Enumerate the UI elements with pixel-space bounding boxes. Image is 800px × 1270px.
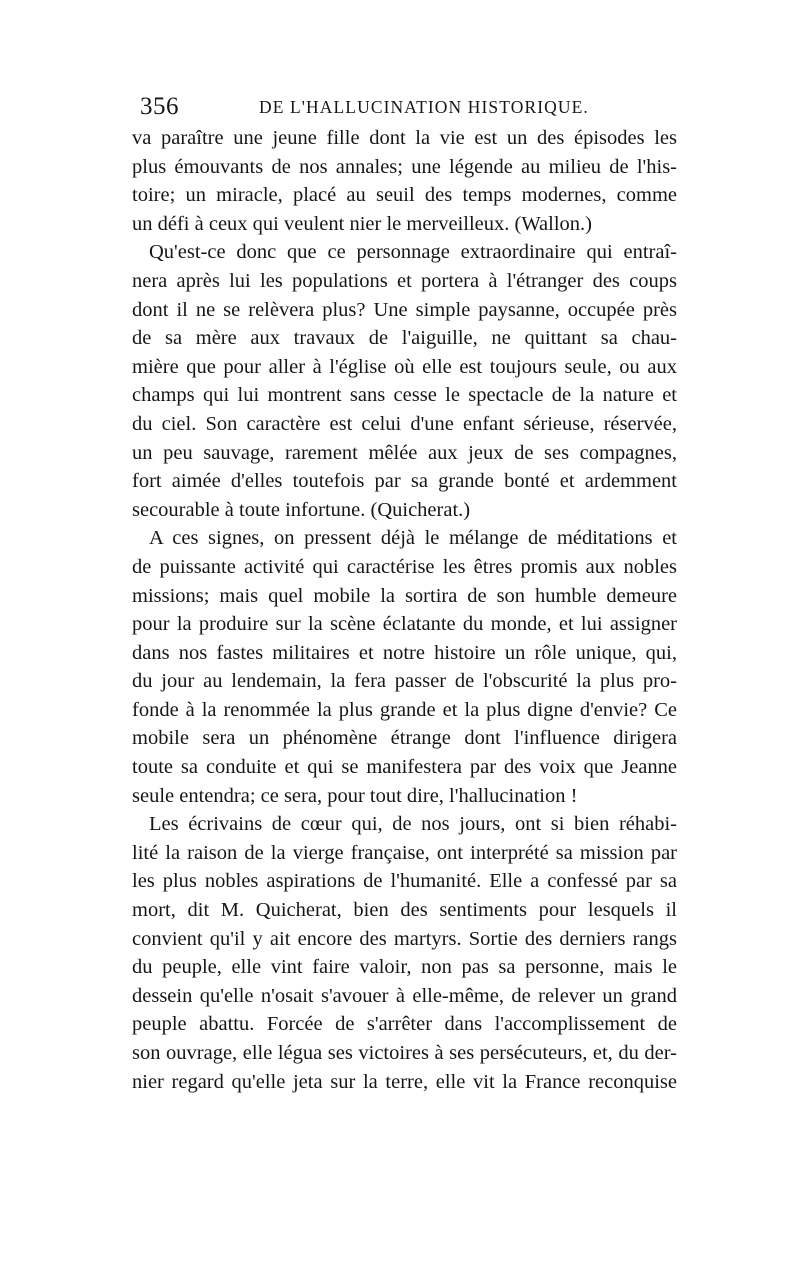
text-line: toire; un miracle, placé au seuil des temps modernes, comme (132, 184, 677, 207)
text-line: un défi à ceux qui veulent nier le merveilleux. (Wallon.) (132, 212, 592, 235)
text-line: secourable à toute infortune. (Quicherat.) (132, 498, 471, 521)
text-line: Les écrivains de cœur qui, de nos jours, ont si bien réhabi- (149, 813, 677, 836)
text-line: mort, dit M. Quicherat, bien des sentiments pour lesquels il (132, 899, 677, 922)
text-line: toute sa conduite et qui se manifestera par des voix que Jeanne (132, 756, 677, 779)
text-line: fort aimée d'elles toutefois par sa grande bonté et ardemment (132, 470, 677, 493)
text-line: A ces signes, on pressent déjà le mélange de méditations et (149, 527, 677, 550)
text-line: plus émouvants de nos annales; une légende au milieu de l'his- (132, 155, 677, 178)
text-line: mobile sera un phénomène étrange dont l'influence dirigera (132, 727, 677, 750)
text-line: les plus nobles aspirations de l'humanité. Elle a confessé par sa (132, 870, 677, 893)
paragraph-4 (132, 810, 677, 1096)
text-line: de sa mère aux travaux de l'aiguille, ne quittant sa chau- (132, 327, 677, 350)
text-line: dessein qu'elle n'osait s'avouer à elle-même, de relever un grand (132, 984, 677, 1007)
text-line: dans nos fastes militaires et notre histoire un rôle unique, qui, (132, 641, 677, 664)
text-line: Qu'est-ce donc que ce personnage extraordinaire qui entraî- (149, 241, 677, 264)
running-title: DE L'HALLUCINATION HISTORIQUE. (259, 97, 589, 117)
text-line: convient qu'il y ait encore des martyrs. Sortie des derniers rangs (132, 927, 677, 950)
text-line: va paraître une jeune fille dont la vie est un des épisodes les (132, 127, 677, 149)
text-line: son ouvrage, elle légua ses victoires à ses persécuteurs, et, du der- (132, 1042, 677, 1064)
text-line: nier regard qu'elle jeta sur la terre, elle vit la France reconquise (132, 1070, 677, 1093)
text-line: du ciel. Son caractère est celui d'une enfant sérieuse, réservée, (132, 412, 677, 435)
text-line: un peu sauvage, rarement mêlée aux jeux de ses compagnes, (132, 441, 677, 464)
text-line: peuple abattu. Forcée de s'arrêter dans l'accomplissement de (132, 1013, 677, 1036)
text-line: nera après lui les populations et portera à l'étranger des coups (132, 269, 677, 292)
paragraph-3 (132, 524, 677, 810)
body-text (132, 124, 677, 1096)
text-line: lité la raison de la vierge française, ont interprété sa mission par (132, 841, 677, 864)
text-line: fonde à la renommée la plus grande et la plus digne d'envie? Ce (132, 698, 677, 721)
page-number: 356 (140, 93, 179, 120)
text-line: du peuple, elle vint faire valoir, non pas sa personne, mais le (132, 956, 677, 979)
running-head (140, 93, 680, 123)
text-line: dont il ne se relèvera plus? Une simple paysanne, occupée près (132, 298, 677, 321)
text-line: seule entendra; ce sera, pour tout dire, l'hallucination ! (132, 784, 578, 807)
text-line: mière que pour aller à l'église où elle est toujours seule, ou aux (132, 355, 677, 378)
text-line: missions; mais quel mobile la sortira de son humble demeure (132, 584, 677, 607)
paragraph-2 (132, 238, 677, 524)
text-line: pour la produire sur la scène éclatante du monde, et lui assigner (132, 613, 677, 636)
text-line: du jour au lendemain, la fera passer de l'obscurité la plus pro- (132, 670, 677, 693)
paragraph-1 (132, 124, 677, 238)
text-line: de puissante activité qui caractérise les êtres promis aux nobles (132, 555, 677, 578)
text-line: champs qui lui montrent sans cesse le spectacle de la nature et (132, 384, 677, 407)
